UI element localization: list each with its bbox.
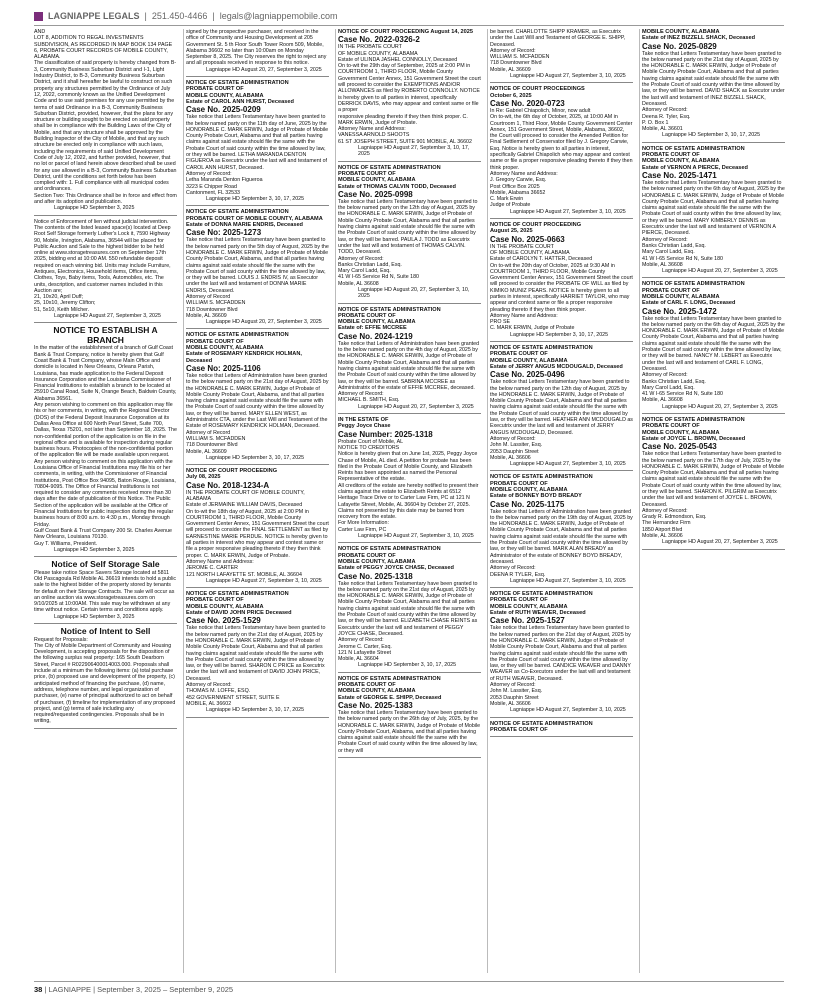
legal-notice: [490, 345, 633, 471]
notice-body: signed by the prospective purchaser, and received in the office of Community and Housing Development at 205 Government St. 5 th Floor South Tower Room 509, Mobile, Alabama 36602 no later than 10:00am on Monday September 8, 2025. The City reserves the right to reject any and all proposals received in response to this notice.: [186, 29, 327, 67]
publication-dates: Lagniappe HD September 3, 2025: [54, 546, 135, 553]
notice-body: Please take notice Space Savers Storage located at 5811 Old Pascagoula Rd Mobile AL 36619 intends to hold a public sale to the highest bidder of the property stored by tenants for default on their Storage Contracts. The sale will occur as an online auction via www.storagetreasures.com on 9/10/2025 at 10:00AM. This sale may be withdrawn at any time without notice. Certain terms and conditions apply.: [34, 569, 177, 614]
column-divider: [335, 29, 336, 973]
notice-heading: NOTICE OF ESTATE ADMINISTRATION PROBATE COURT OF MOBILE COUNTY, ALABAMA Estate of PEGGY JOYCE CHASE, Deceased: [338, 546, 454, 572]
legal-notice: [34, 326, 177, 557]
legal-notice: [338, 417, 481, 543]
column-1: [34, 29, 177, 973]
publication-dates: Lagniappe HD August 20, 27, September 3, 2025: [206, 319, 322, 326]
column-divider: [183, 29, 184, 973]
legal-notices-columns: [34, 29, 785, 973]
notice-body: AND LOT 8, ADDITION TO REGAL INVESTMENTS SUBDIVISION, AS RECORDED IN MAP BOOK 134 PAGE 6, PROBATE COURT RECORDS OF MOBILE COUNTY, ALABAMA. The classification of said property is hereby changed from B-3, Community Business Suburban District and I-1, Light Industry District, to B-3, Community Business Suburban District, and it shall hereafter be lawful to construct on such property any structures permitted by the Ordinance of July 12, 2022, commonly known as the Unified Development Code and to use said premises for any use permitted by the terms of said Ordinance in a B-3, Community Business Suburban District, provided, however, that the plans for any structure or building sought to be erected on said property shall be in compliance with the Building Laws of the City of Mobile, and that any structure shall be approved by the Building Inspector of the City of Mobile, and that any such structure be erected only in compliance with such laws, including the requirements of said Unified Development Code of July 12, 2022, and further provided, however, that no lot or parcel of land herein above described shall be used for any use allowed in a B-3, Community Business Suburban District, until the conditions set forth below has been complied with: 1. Full compliance with all municipal codes and ordinances. Section Two: This Ordinance shall be in force and effect from and after its adoption and publication.: [34, 29, 177, 206]
publication-dates: Lagniappe HD August 27, September 3, 10, 2025: [510, 208, 626, 215]
notice-heading: NOTICE OF COURT PROCEEDING July 08, 2025: [186, 468, 278, 481]
notice-body: Take notice that Letters Testamentary have been granted to the below named party on the 21st day of August, 2025 by the HONORABLE C. MARK ERWIN, Judge of Probate of Mobile County Probate Court, Alabama and that all parties having claims against said estate should file the same with the Probate Court of said county within the time allowed by law, or they will be barred. SHARON C PRICE as Executrix under the last will and testament of DAVID JOHN PRICE, Deceased. Attorney of Record: THOMAS M. LOFFE, ESQ. 452 GOVERNMENT STREET, SUITE E MOBILE, AL 36602: [186, 625, 326, 707]
legal-notice: [34, 29, 177, 216]
header-separator: |: [144, 11, 147, 21]
notice-body: Take notice that Letters Testamentary have been granted to the below named party on the 5th day of August, 2025 by the HONORABLE C. MARK ERWIN, Judge of Probate of Mobile County Probate Court, Alabama, and that all parties having claims against said estate should file the same with the Probate Court of said county within the time allowed by law, or they will be barred. LOUIS J. ENDRIS IV, as Executor under the last will and testament of DONNA MARIE ENDRIS, Deceased. Attorney of Record WILLIAM S. MCFADDEN 718 Downtowner Blvd Mobile, AL 36609: [186, 237, 329, 319]
notice-body: Take notice that Letters Testamentary have been granted to the below named party on the 6th day of August, 2025 by the HONORABLE C. MARK ERWIN, Judge of Probate of Mobile County Probate Court, Alabama and that all parties having claims against said estate should file the same with the Probate Court of said county within the time allowed by law, or they will be barred. MARY KIMBERLY DENNIS as Executrix under the last will and testament of VERNON A PIERCE, Deceased. Attorney of Record: Banks Christian Ladd, Esq. Mary Carol Ladd, Esq. 41 W I-65 Service Rd N, Suite 180 Mobile, AL 36608: [642, 179, 785, 268]
publication-dates: Lagniappe HD August 20, 27, September 3, 2025: [662, 268, 778, 275]
notice-heading: NOTICE OF COURT PROCEEDINGS October 6, 2025: [490, 86, 585, 99]
column-2: [186, 29, 329, 973]
legal-notice: [186, 29, 329, 77]
notice-body: be barred. CHARLOTTE SHIPP KRAMER, as Executrix under the Last Will and Testament of GEORGE E. SHIPP, Deceased. Attorney of Record: WILLIAM S. MCFADDEN 718 Downtowner Blvd Mobile, AL 36609: [490, 29, 626, 73]
footer-dates: September 3, 2025 – September 9, 2025: [97, 985, 234, 994]
case-number: Case No. 2025-1472: [642, 306, 717, 316]
legal-notice: [642, 417, 785, 550]
publication-dates: Lagniappe HD August 20, 27, September 3, 2025: [358, 403, 474, 410]
page-header: [34, 8, 784, 24]
legal-notice: [338, 307, 481, 414]
publication-dates: Lagniappe HD August 20, 27, September 3, 10, 2025: [358, 286, 470, 300]
publication-dates: Lagniappe HD September 3, 10, 17, 2025: [206, 707, 305, 714]
notice-body: Request for Proposals: The City of Mobile Department of Community and Housing Development, is accepting proposals for the disposition of the following surplus real property: 165 South Dearborn Street, Parcel # R022906400014003.000. Proposals shall include at a minimum the following items: (a) total purchase price, (b) proposed use and development of the property, (c) anticipated method of financing the purchase, (d) name, address, telephone number, and legal organization of purchaser, (e) name of principal authorized to act on behalf of purchaser, (f) timeline for implementation of any proposed project, and (g) terms of sale including any required/requested contingencies. Proposals shall be in writing,: [34, 636, 176, 725]
publication-dates: Lagniappe HD August 20, 27, September 3, 2025: [206, 66, 322, 73]
footer-separator: |: [93, 985, 98, 994]
notice-body: Take notice that Letters of Administration have been granted to the below named party on the 4th day of August, 2025 by the HONORABLE C. MARK ERWIN, Judge of Probate of Mobile County Probate Court, Alabama and that all parties having claims against said estate should file the same with the Probate Court of said county within the time allowed by law, or they will be barred. SABRINA MCCREE as Administratrix of the estate of EFFIE MCCREE, deceased. Attorney of Record: MICHAEL B. SMITH, Esq.: [338, 340, 480, 404]
legal-notice: [338, 546, 481, 672]
notice-heading: NOTICE OF ESTATE ADMINISTRATION PROBATE COURT OF MOBILE COUNTY, ALABAMA Estate of THOMAS CALVIN TODD, Deceased: [338, 164, 456, 190]
notice-body: Take notice that Letters Testamentary have been granted to the below named party on the 12th day of August, 2025 by the HONORABLE C. MARK ERWIN, Judge of Probate of Mobile County Probate Court, Alabama and that all parties having claims against said estate should file the same with the Probate Court of said county within the time allowed by law, or they will be barred. HEATHER ANN MCDOUGALD as Executrix under the last will and testament of JERRY ANGUS MCDOUGALD, Deceased. Attorney of Record: John M. Lassiter, Esq. 2053 Dauphin Street Mobile, AL 36606: [490, 379, 633, 461]
case-number: Case No. 2020-0723: [490, 98, 565, 108]
legal-notice: [490, 29, 633, 83]
publication-dates: Lagniappe HD August 27, September 3, 10, 2025: [510, 461, 626, 468]
notice-body: Take notice that Letters Testamentary have been granted to the below named party on the 21st day of August, 2025 by the HONORABLE C. MARK ERWIN, Judge of Probate of Mobile County Probate Court, Alabama and that all parties having claims against said estate should file the same with the Probate Court of said county within the time allowed by law, or they will be barred. DAVID SHACK as Executor under the last will and testament of INEZ BIZZELL SHACK, Deceased. Attorney of Record: Deena R. Tyler, Esq. P. O. Box 1 Mobile, AL 36601: [642, 50, 785, 133]
case-number: Case No. 2025-1175: [490, 499, 565, 509]
case-number: Case No: 2025-1106: [186, 363, 261, 373]
case-number: Case No. 2025-1383: [338, 700, 413, 710]
notice-heading: NOTICE OF ESTATE ADMINISTRATION PROBATE COURT OF MOBILE COUNTY, ALABAMA Estate of: EFFIE MCCREE: [338, 306, 441, 332]
notice-heading: NOTICE OF ESTATE ADMINISTRATION PROBATE COURT OF MOBILE COUNTY, ALABAMA Estate of RUTH WEAVER, Deceased: [490, 591, 593, 617]
header-rule: [34, 25, 784, 26]
case-number: Case No. 2025-1527: [490, 616, 565, 626]
notice-heading: NOTICE OF ESTATE ADMINISTRATION PROBATE COURT OF MOBILE COUNTY, ALABAMA Estate of CARL F. LONG, Deceased: [642, 281, 745, 307]
case-number: Case No. 2025-1471: [642, 170, 717, 180]
notice-heading: NOTICE OF ESTATE ADMINISTRATION PROBATE COURT OF MOBILE COUNTY, ALABAMA Estate of DAVID JOHN PRICE Deceased: [186, 591, 292, 617]
legal-notice: [338, 29, 481, 162]
notice-body: In the matter of the establishment of a branch of Gulf Coast Bank & Trust Company, notice is hereby given that Gulf Coast Bank & Trust Company, whose Main Office and domicile is located in New Orleans, Orleans Parish, Louisiana, has made application to the Federal Deposit Insurance Corporation and the Louisiana Commissioner of Financial Institutions to establish a branch to be located at 25910 Canal Road, Suite N, Orange Beach, Baldwin County, Alabama 36561. Any person wishing to comment on this application may file his or her comments, in writing, with the Regional Director (DOS) of the Federal Deposit Insurance Corporation at its Dallas Area Office at 600 North Pearl Street, Suite 700, Dallas, Texas 75201, not later than September 18, 2025. The non-confidential portion of the application is on file in the regional office and is available for inspection during regular business hours. Photocopies of the non-confidential portion of the application file will be made available upon request. Any person wishing to comment on this application with the Louisiana Office of Financial Institutions may file his or her comments, in writing, with the Commissioner of Financial Institutions, Post Office Box 94095, Baton Rouge, Louisiana, 70804-9095. The Office of Financial Institutions is not required to consider any comments received more than 30 days after the date of publication of this Notice. The Public Section of the application will be available at the Office of Financial Institutions for public inspection during the regular business hours of 8:00 a.m. to 4:30 p.m., Monday through Friday. Gulf Coast Bank & Trust Company 200 St. Charles Avenue New Orleans, Louisiana 70130. Guy T. Williams, President.: [34, 345, 177, 547]
notice-body: Take notice that Letters Testamentary have been granted to the below named parties on the 21st day of August, 2025 by the HONORABLE C. MARK ERWIN, Judge of Probate of Mobile County Probate Court, Alabama and that all parties having claims against said estate should file the same with the Probate Court of said county within the time allowed by law, or they will be barred. CANDICE WEAVER and DANNY WEAVER as Co-Executors under the last will and testament of RUTH WEAVER, Deceased. Attorney of Record: John M. Lassiter, Esq. 2053 Dauphin Street Mobile, AL 36606: [490, 625, 631, 707]
notice-body: Take notice that Letters of Administration have been granted to the below named party on the 21st day of August, 2025 by the HONORABLE C. MARK ERWIN, Judge of Probate of Mobile County Probate Court, Alabama, and that all parties having claims against said estate should file the same with the Probate Court of said county within the time allowed by law, or they will be barred. MARY ELLEN WEST, as Administratrix CTA, under the Last Will and Testament of the Estate of ROSEMARY KENDRICK HOLMAN, Deceased. Attorney of Record WILLIAM S. MCFADDEN 718 Downtowner Blvd Mobile, AL 36609: [186, 372, 329, 455]
publication-dates: Lagniappe HD September 3, 10, 17, 2025: [662, 132, 761, 139]
legal-notice: [490, 474, 633, 588]
column-3: [338, 29, 481, 973]
case-number: Case No. 2025-0209: [186, 105, 261, 115]
case-number: Case No. 2025-0829: [642, 41, 717, 51]
notice-body: Take notice that Letters Testamentary have been granted to the below named party on the 26th day of July, 2025, by the HONORABLE C. MARK ERWIN, Judge of Probate of Mobile County Probate Court, Alabama, and that all parties having claims against said estate should file the same with the Probate Court of said county within the time allowed by law, or they will: [338, 709, 481, 754]
notice-heading: NOTICE OF COURT PROCEEDING August 25, 2025: [490, 222, 582, 235]
legal-notice: [490, 222, 633, 342]
legal-notice: [642, 281, 785, 414]
legal-notice: [338, 676, 481, 758]
case-number: Case No. 2025-1529: [186, 616, 261, 626]
case-number: Case No. 2024-1219: [338, 331, 413, 341]
legal-notice: [490, 86, 633, 219]
notice-body: Notice of Enforcement of lien without judicial intervention. The contents of the listed leased space(s) located at Deep Root Self Storage formerly Luther's Lock it, 7590 Highway 90, Mobile, Irvington, Alabama, 36544 will be placed for Public Auction and Sale to the highest bidder to be held online at www.storagetreasures.com on September 17th 2025, bidding end at 10:00 AM. 550 refundable deposit required on each winning bid. Units may include Furniture, Antiques, Electronics, Household items, Office items, Clothes, Toys, Baby items, Tools, Automobiles, etc. The units, description, and customer names included in this Auction are; 21, 10x20, April Duff; 25, 10x10, Jeremy Clifton; 51, 5x10, Keith Milcher.: [34, 218, 171, 313]
column-5: [642, 29, 785, 973]
case-number: Case Number: 2025-1318: [338, 429, 433, 439]
publication-dates: Lagniappe HD August 20, 27, September 3, 2025: [662, 539, 778, 546]
publication-dates: Lagniappe HD August 27, September 3, 10, 2025: [358, 533, 474, 540]
legal-notice: [34, 627, 177, 729]
legal-notice: [186, 209, 329, 329]
notice-title: Notice of Self Storage Sale: [51, 559, 160, 570]
publication-dates: Lagniappe HD September 3, 2025: [54, 205, 135, 212]
case-number: Case No. 2025-1318: [338, 571, 413, 581]
notice-heading: NOTICE OF ESTATE ADMINISTRATION PROBATE COURT OF MOBILE COUNTY, ALABAMA Estate of BONNEY BOYD BREADY: [490, 474, 593, 500]
publication-dates: Lagniappe HD September 3, 10, 17, 2025: [510, 331, 609, 338]
publication-dates: Lagniappe HD September 3, 2025: [54, 613, 135, 620]
publication-dates: Lagniappe HD August 27, September 3, 10, 2025: [510, 577, 626, 584]
header-phone: 251.450-4466: [151, 11, 208, 21]
notice-title: NOTICE TO ESTABLISH A BRANCH: [53, 325, 158, 345]
publication-dates: Lagniappe HD August 27, September 3, 2025: [54, 313, 161, 320]
notice-heading: NOTICE OF ESTATE ADMINISTRATION PROBATE COURT OF MOBILE COUNTY, ALABAMA Estate of JERRY ANGUS MCDOUGALD, Deceased: [490, 345, 623, 370]
notice-heading: NOTICE OF COURT PROCEEDING August 14, 2025: [338, 29, 473, 35]
case-number: Case No: 2025-1273: [186, 228, 262, 238]
legal-notice: [34, 560, 177, 624]
notice-heading: NOTICE OF ESTATE ADMINISTRATION PROBATE COURT OF MOBILE COUNTY, ALABAMA Estate of VERNON A PIERCE, Deceased: [642, 145, 748, 171]
header-separator: |: [212, 11, 215, 21]
notice-body: IN THE PROBATE COURT OF MOBILE COUNTY, ALABAMA Estate of ULINDA JASHEL CONNOLLY, Deceased On to-wit the 29th day of September, 2025 at 2:00 PM in COURTROOM 1, THIRD FLOOR, Mobile County Government Center Annex, 151 Government Street the court will proceed to consider the EXEMPTIONS AND/OR ALLOWANCES as filed by ROBERTO CONNOLLY. NOTICE is hereby given to all parties in interest, specifically DERRICK DAVIS, who may appear and contest same or file a proper responsive pleading thereto if they then think proper. C. MARK ERWIN, Judge of Probate. Attorney Name and Address: VANESSA ARNOLD SHOOTS 61 ST JOSEPH STREET, SUITE 901 MOBILE, AL 36602: [338, 44, 481, 145]
notice-heading: NOTICE OF ESTATE ADMINISTRATION PROBATE COURT OF MOBILE COUNTY, ALABAMA Estate of DONNA MARIE ENDRIS, Deceased: [186, 209, 323, 229]
publication-name: LAGNIAPPE LEGALS: [48, 11, 140, 21]
legal-notice: [642, 29, 785, 143]
notice-body: Take notice that Letters Testamentary have been granted to the below named party on the 21st day of August, 2025 by the HONORABLE C. MARK ERWIN, Judge of Probate of Mobile County Probate Court, Alabama and that all parties having claims against said estate should file the same with the Probate Court of said county within the time allowed by law, or they will be barred. ELIZABETH CHASE REINTS as Executrix under the last will and testament of PEGGY JOYCE CHASE, Deceased. Attorney of Record: Jerome C. Carter, Esq. 121 N Lafayette Street Mobile, AL 36604: [338, 580, 478, 663]
header-email[interactable]: legals@lagniappemobile.com: [219, 11, 338, 21]
notice-body: IN THE PROBATE COURT OF MOBILE COUNTY, ALABAMA Estate of CAROLYN T. HATTER, Deceased On to-wit the 20th day of October, 2025 at 9:30 AM in COURTROOM 1, THIRD FLOOR, Mobile County Government Center Annex, 151 Government Street the court will proceed to consider the PROBATE OF WILL as filed by KIMIKO MUNIZ PEARS. NOTICE is hereby given to all parties in interest, specifically HARRIET TAYLOR, who may appear and contest same or file a proper responsive pleading thereto if they then think proper. Attorney Name and Address: PRO SE C. MARK ERWIN, Judge of Probate: [490, 243, 633, 332]
footer-brand: LAGNIAPPE: [48, 985, 92, 994]
publication-dates: Lagniappe HD September 3, 10, 17, 2025: [206, 454, 305, 461]
legal-notice: [642, 146, 785, 279]
column-4: [490, 29, 633, 973]
page-number: 38: [34, 985, 43, 994]
publication-dates: Lagniappe HD August 20, 27, September 3, 2025: [662, 403, 778, 410]
legal-notice: [186, 80, 329, 206]
publication-dates: Lagniappe HD August 27, September 3, 10, 2025: [206, 577, 322, 584]
legal-notice: [338, 165, 481, 304]
case-number: Case No. 2018-1234-A: [186, 480, 270, 490]
publication-logo-square: [34, 12, 43, 21]
page-footer: [34, 985, 784, 997]
notice-body: Probate Court of Mobile, AL NOTICE TO CREDITORS Notice is hereby given that on June 1st, 2025, Peggy Joyce Chase of Mobile, AL died. A petition for probate has been filed in the Probate Court of Mobile County, and Elizabeth Reints has been appointed as named the Personal Representative of the estate. All creditors of the estate are hereby notified to present their claims against the estate to Elizabeth Reints at 6512 Heritage Trace Drive or to Carter Law Firm, PC at 121 N Lafayette Street, Mobile, AL 36604 by October 27, 2025. Claims not presented by this date may be barred from recovery from the estate. For More Information: Carter Law Firm, PC: [338, 438, 479, 533]
notice-heading: NOTICE OF ESTATE ADMINISTRATION PROBATE COURT OF MOBILE COUNTY, ALABAMA Estate of JOYCE L. BROWN, Deceased: [642, 417, 746, 442]
notice-title: Notice of Intent to Sell: [60, 626, 151, 637]
notice-heading: NOTICE OF ESTATE ADMINISTRATION PROBATE COURT OF MOBILE COUNTY, ALABAMA Estate of ROSEMARY KENDRICK HOLMAN, Deceased: [186, 332, 302, 364]
notice-heading: IN THE ESTATE OF Peggy Joyce Chase: [338, 417, 391, 430]
case-number: Case No. 2025-0543: [642, 442, 717, 452]
column-divider: [487, 29, 488, 973]
notice-heading: MOBILE COUNTY, ALABAMA Estate of INEZ BIZZELL SHACK, Deceased: [642, 29, 756, 42]
case-number: Case No. 2025-0496: [490, 370, 565, 380]
notice-body: Take notice that Letters Testamentary have been granted to the below named party on the 17th day of July, 2025 by the HONORABLE C. MARK ERWIN, Judge of Probate of Mobile County Probate Court, Alabama and that all parties having claims against said estate should file the same with the Probate Court of said county within the time allowed by law, or they will be barred. SHARON K. PILGRIM as Executrix under the last will and testament of JOYCE L. BROWN, Deceased. Attorney of Record: Grady R. Edmondson, Esq. The Hernandez Firm 1850 Airport Blvd Mobile, AL 36606: [642, 451, 785, 540]
column-divider: [639, 29, 640, 973]
publication-dates: Lagniappe HD September 3, 10, 17, 2025: [358, 662, 457, 669]
publication-dates: Lagniappe HD September 3, 10, 17, 2025: [206, 196, 305, 203]
legal-notice: [34, 219, 177, 324]
notice-body: Take notice that Letters Testamentary have been granted to the below named party on the 11th day of June, 2025 by the HONORABLE C. MARK ERWIN, Judge of Probate of Mobile County Probate Court, Alabama and that all parties having claims against said estate should file the same with the Probate Court of said county within the time allowed by law, or they will be barred. LETHA MARANDA DENTON FIGUEROA as Executrix under the last will and testament of CAROL ANN HURST, Deceased. Attorney of Record: Letha Maranda Denton Figueroa 3223 E Chipper Road Cantonment, FL 32533: [186, 114, 329, 196]
case-number: Case No. 2022-0326-2: [338, 35, 420, 45]
notice-heading: NOTICE OF ESTATE ADMINISTRATION PROBATE COURT OF: [490, 720, 593, 733]
legal-notice: [186, 591, 329, 717]
legal-notice: [490, 591, 633, 717]
notice-body: Take notice that Letters of Administration have been granted to the below named party on the 19th day of August, 2025 by the HONORABLE C. MARK ERWIN, Judge of Probate of Mobile County Probate Court, Alabama and that all parties having claims against said estate should file the same with the Probate Court of said county within the time allowed by law, or they will be barred. MARK ALAN BREADY as Administrator of the estate of BONNEY BOYD BREADY, deceased. Attorney of Record: DEENA R TYLER, Esq.: [490, 508, 633, 578]
case-number: Case No. 2025-0998: [338, 189, 413, 199]
notice-body: Take notice that Letters Testamentary have been granted to the below named party on the 6th day of August, 2025 by the HONORABLE C. MARK ERWIN, Judge of Probate of Mobile County Probate Court, Alabama and that all parties having claims against said estate should file the same with the Probate Court of said county within the time allowed by law, or they will be barred. NANCY M. LEBERT as Executrix under the last will and testament of CARL F. LONG, Deceased. Attorney of Record: Banks Christian Ladd, Esq. Mary Carol Ladd, Esq. 41 W I-65 Service Rd N, Suite 180 Mobile, AL 36608: [642, 315, 785, 404]
publication-dates: Lagniappe HD August 27, September 3, 10, 2025: [510, 73, 626, 80]
notice-body: In Re: Gabriel Chiapolich, Minor, now adult On to-wit, the 6th day of October, 2025, at 10:00 AM in Courtroom 1, Third Floor, Mobile County Government Center Annex, 151 Government Street, Mobile, Alabama, 36602, the Court will proceed to consider the Amended Petition for Final Settlement of Conservator filed by J. Gregory Carwie, Esq. Notice is hereby given to all parties in interest, specifically Gabriel Chiapolich who may appear and contest same or file a proper responsive pleading thereto if they then think proper. Attorney Name and Address: J. Gregory Carwie, Esq. Post Office Box 2025 Mobile, Alabama 36652 C. Mark Erwin Judge of Probate: [490, 107, 633, 209]
legal-notice: [186, 332, 329, 465]
footer-rule: [34, 981, 784, 982]
case-number: Case No. 2025-0663: [490, 234, 565, 244]
notice-heading: NOTICE OF ESTATE ADMINISTRATION PROBATE COURT OF MOBILE COUNTY, ALABAMA Estate of GEORGE E. SHIPP, Deceased: [338, 675, 442, 701]
legal-notice: [186, 468, 329, 588]
legal-notice: [490, 721, 633, 738]
footer-separator: |: [44, 985, 49, 994]
publication-dates: Lagniappe HD August 27, September 3, 10, 17, 2025: [358, 145, 470, 158]
notice-body: Take notice that Letters Testamentary have been granted to the below named party on the 12th day of August, 2025 by the HONORABLE C. MARK ERWIN, Judge of Probate of Mobile County Probate Court, Alabama and that all parties having claims against said estate should file the same with the Probate Court of said county within the time allowed by law, or they will be barred. PAULA J. TODD as Executrix under the last will and testament of THOMAS CALVIN. TODD, Deceased. Attorney of Record: Banks Christian Ladd, Esq. Mary Carol Ladd, Esq. 41 W I-65 Service Rd N, Suite 180 Mobile, AL 36608: [338, 198, 478, 287]
notice-body: IN THE PROBATE COURT OF MOBILE COUNTY, ALABAMA Estate of JERMAINE WILLIAM DAVIS, Deceased On to-wit the 18th day of August, 2025 at 2:00 PM in COURTROOM 1, THIRD FLOOR, Mobile County Government Center Annex, 151 Government Street the court will proceed to consider the FINAL SETTLEMENT as filed by EARNESTINE MARIE PERDUE. NOTICE is hereby given to all parties in interest who may appear and contest same or file a proper responsive pleading thereto if they then think proper. C. MARK ERWIN, Judge of Probate. Attorney Name and Address: JEROME C. CARTER 121 NORTH LAFAYETTE ST. MOBILE, AL 36604: [186, 489, 329, 578]
publication-dates: Lagniappe HD August 27, September 3, 10, 2025: [510, 707, 626, 714]
notice-heading: NOTICE OF ESTATE ADMINISTRATION PROBATE COURT OF MOBILE COUNTY, ALABAMA Estate of CAROL ANN HURST, Deceased: [186, 80, 294, 105]
